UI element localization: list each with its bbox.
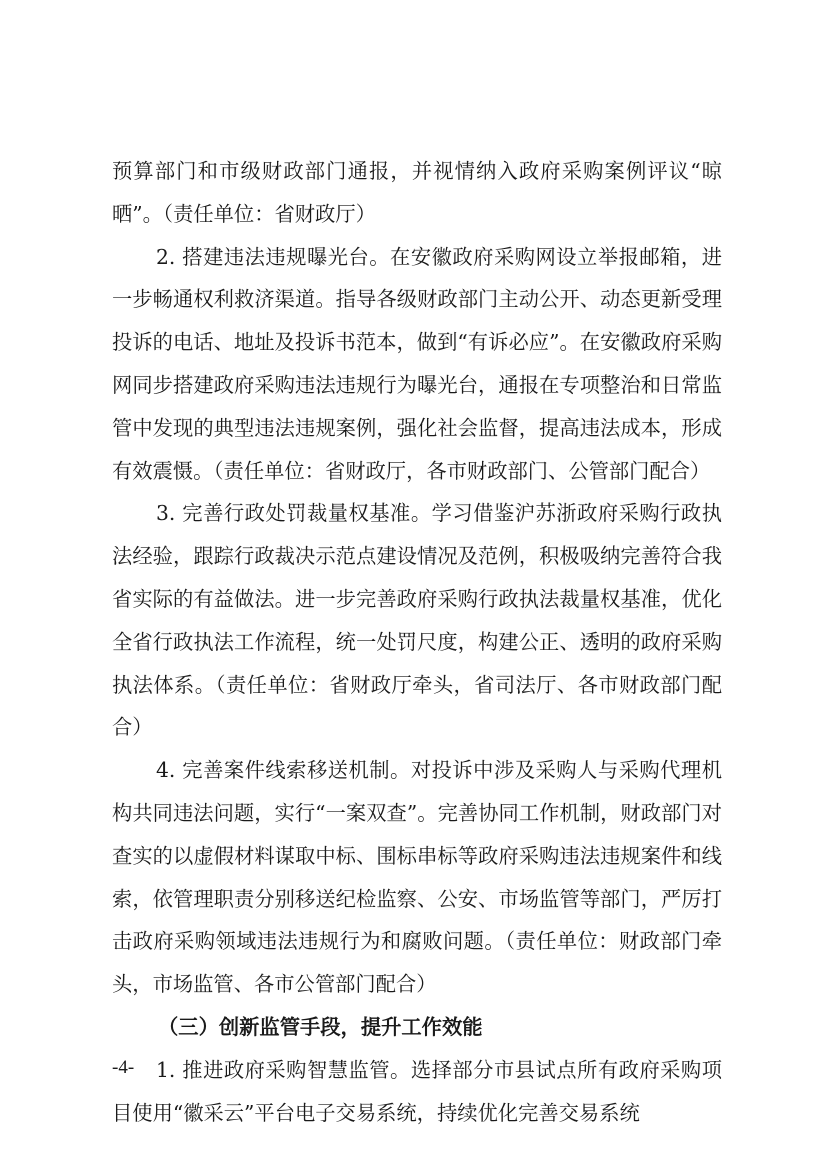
section-heading: （三）创新监管手段，提升工作效能	[158, 1014, 483, 1039]
document-body	[112, 150, 722, 1134]
paragraph-continuation: 预算部门和市级财政部门通报，并视情纳入政府采购案例评议“晾晒”。（责任单位：省财政厅）	[112, 159, 722, 226]
page-number: -4-	[112, 1057, 135, 1078]
paragraph-item-2: 2. 搭建违法违规曝光台。在安徽政府采购网设立举报邮箱，进一步畅通权利救济渠道。指导各级财政部门主动公开、动态更新受理投诉的电话、地址及投诉书范本，做到“有诉必应”。在安徽政府采购网同步搭建政府采购违法违规行为曝光台，通报在专项整治和日常监管中发现的典型违法违规案例，强化社会监督，提高违法成本，形成有效震慑。（责任单位：省财政厅，各市财政部门、公管部门配合）	[112, 244, 722, 483]
paragraph-item-3: 3. 完善行政处罚裁量权基准。学习借鉴沪苏浙政府采购行政执法经验，跟踪行政裁决示范点建设情况及范例，积极吸纳完善符合我省实际的有益做法。进一步完善政府采购行政执法裁量权基准，优化全省行政执法工作流程，统一处罚尺度，构建公正、透明的政府采购执法体系。（责任单位：省财政厅牵头，省司法厅、各市财政部门配合）	[112, 501, 722, 740]
paragraph-section3-item-1: 1. 推进政府采购智慧监管。选择部分市县试点所有政府采购项目使用“徽采云”平台电子交易系统，持续优化完善交易系统	[112, 1057, 722, 1125]
paragraph-item-4: 4. 完善案件线索移送机制。对投诉中涉及采购人与采购代理机构共同违法问题，实行“一案双查”。完善协同工作机制，财政部门对查实的以虚假材料谋取中标、围标串标等政府采购违法违规案件和线索，依管理职责分别移送纪检监察、公安、市场监管等部门，严厉打击政府采购领域违法违规行为和腐败问题。（责任单位：财政部门牵头，市场监管、各市公管部门配合）	[112, 758, 722, 997]
